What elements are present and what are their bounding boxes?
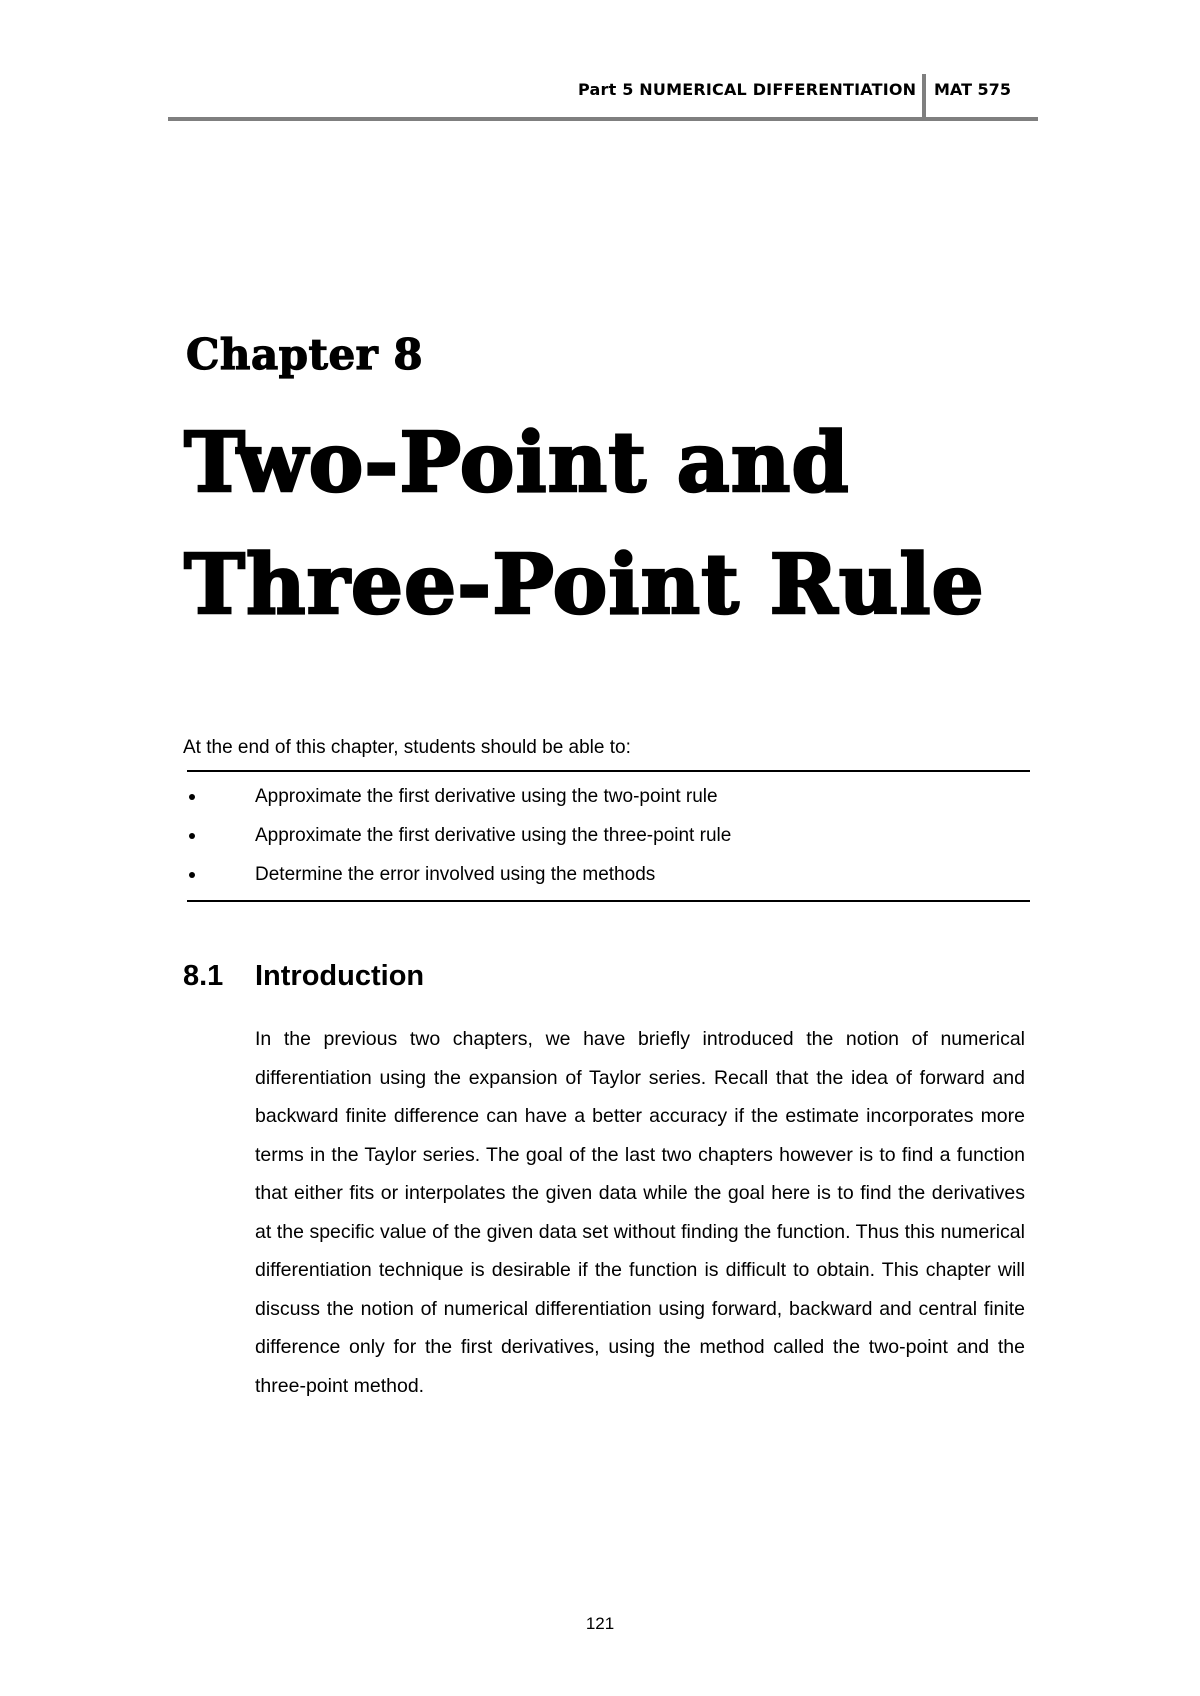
objectives-box (187, 770, 1030, 902)
objective-item (187, 862, 1030, 901)
objective-item (187, 823, 1030, 862)
running-header-course-code: MAT 575 (934, 80, 1011, 99)
objective-text: Approximate the first derivative using the two-point rule (255, 786, 718, 807)
chapter-label: Chapter 8 (186, 330, 424, 379)
running-header-title: Part 5 NUMERICAL DIFFERENTIATION (578, 80, 917, 99)
page-number: 121 (585, 1614, 615, 1633)
header-separator (922, 74, 926, 120)
objectives-list (187, 784, 1030, 901)
section-title: Introduction (255, 960, 425, 992)
objectives-intro: At the end of this chapter, students should be able to: (183, 737, 631, 758)
objective-item (187, 784, 1030, 823)
objective-text: Approximate the first derivative using the three-point rule (255, 825, 732, 846)
chapter-title: Two-Point and Three-Point Rule (184, 415, 985, 633)
introduction-paragraph: In the previous two chapters, we have briefly introduced the notion of numerical differentiation using the expansion of Taylor series. Recall that the idea of forward and backward finite difference can have a better accuracy if the estimate incorporates more terms in the Taylor series. The goal of the last two chapters however is to find a function that either fits or interpolates the given data while the goal here is to find the derivatives at the specific value of the given data set without finding the function. Thus this numerical differentiation technique is desirable if the function is difficult to obtain. This chapter will discuss the notion of numerical differentiation using forward, backward and central finite difference only for the first derivatives, using the method called the two-point and the three-point method. (255, 1028, 1025, 1397)
objective-text: Determine the error involved using the methods (255, 864, 656, 885)
section-number: 8.1 (183, 960, 224, 992)
header-rule (168, 117, 1038, 121)
